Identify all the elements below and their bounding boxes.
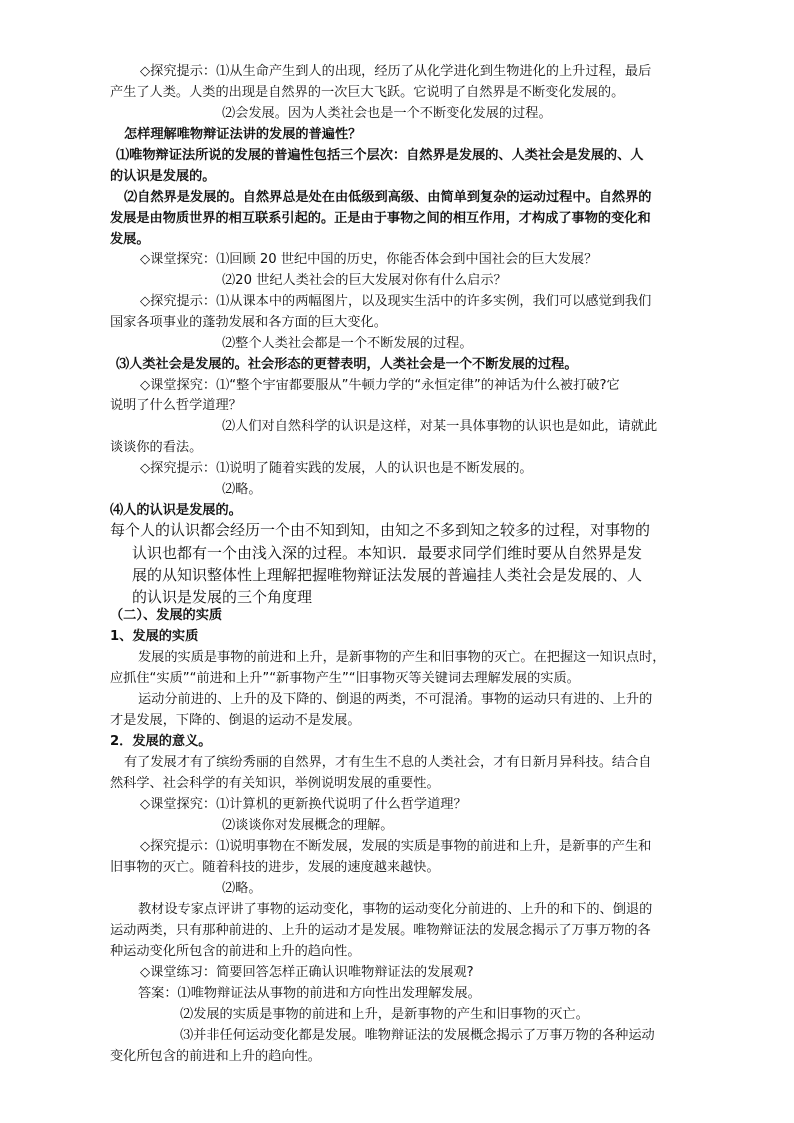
text-line: ◇课堂练习：简要回答怎样正确认识唯物辩证法的发展观?: [140, 965, 474, 980]
text-line: ⑵谈谈你对发展概念的理解。: [222, 818, 394, 833]
text-line: 有了发展才有了缤纷秀丽的自然界，才有生生不息的人类社会，才有日新月异科技。结合自: [124, 755, 652, 770]
text-line: ◇探究提示：⑴说明事物在不断发展，发展的实质是事物的前进和上升，是新事的产生和: [140, 839, 652, 854]
text-line: 说明了什么哲学道理？: [110, 398, 242, 413]
text-line: ⑵整个人类社会都是一个不断发展的过程。: [222, 336, 473, 351]
text-line: 才是发展，下降的、倒退的运动不是发展。: [110, 713, 361, 728]
section-question: 怎样理解唯物辩证法讲的发展的普遍性？: [124, 127, 362, 142]
text-line: 然科学、社会科学的有关知识，举例说明发展的重要性。: [110, 776, 440, 791]
text-line: 应抓住“实质”“前进和上升”“新事物产生”“旧事物灭等关键词去理解发展的实质。: [110, 671, 580, 686]
text-line: ⑷人的认识是发展的。: [110, 503, 242, 518]
text-line: 运动分前进的、上升的及下降的、倒退的两类，不可混淆。事物的运动只有进的、上升的: [138, 692, 653, 707]
text-line: ⑵略。: [222, 482, 262, 497]
text-line: ⑶并非任何运动变化都是发展。唯物辩证法的发展概念揭示了万事万物的各种运动: [180, 1028, 655, 1043]
text-line: 的认识是发展的。: [110, 169, 216, 184]
text-line: ◇课堂探究：⑴“整个宇宙都要服从”牛顿力学的“永恒定律”的神话为什么被打破?它: [140, 378, 620, 393]
text-line: 谈谈你的看法。: [110, 440, 203, 455]
text-line: ⑵20 世纪人类社会的巨大发展对你有什么启示？: [222, 273, 507, 288]
text-line: 展的从知识整体性上理解把握唯物辩证法发展的普遍挂人类社会是发展的、人: [132, 566, 643, 584]
text-line: ◇课堂探究：⑴计算机的更新换代说明了什么哲学道理？: [140, 797, 467, 812]
section-heading: （二）、发展的实质: [110, 608, 223, 623]
text-line: ⑶人类社会是发展的。社会形态的更替表明，人类社会是一个不断发展的过程。: [116, 357, 578, 372]
subsection-heading: 2．发展的意义。: [110, 734, 212, 749]
subsection-heading: 1、发展的实质: [110, 629, 199, 644]
text-line: 的认识是发展的三个角度理: [132, 588, 313, 606]
text-line: 运动两类，只有那种前进的、上升的运动才是发展。唯物辩证法的发展念揭示了万事万物的各: [110, 923, 651, 938]
text-line: ⑵自然界是发展的。自然界总是处在由低级到高级、由简单到复杂的运动过程中。自然界的: [124, 190, 652, 205]
text-line: ◇探究提示：⑴说明了随着实践的发展，人的认识也是不断发展的。: [140, 461, 533, 476]
text-line: 发展是由物质世界的相互联系引起的。正是由于事物之间的相互作用，才构成了事物的变化和: [110, 211, 651, 226]
text-line: ⑴唯物辩证法所说的发展的普遍性包括三个层次：自然界是发展的、人类社会是发展的、人: [116, 148, 644, 163]
text-line: 发展的实质是事物的前进和上升，是新事物的产生和旧事物的灭亡。在把握这一知识点时，: [138, 650, 666, 665]
text-line: 每个人的认识都会经历一个由不知到知，由知之不多到知之较多的过程，对事物的: [110, 521, 651, 539]
text-line: ◇课堂探究：⑴回顾 20 世纪中国的历史，你能否体会到中国社会的巨大发展？: [140, 252, 598, 267]
text-line: 教材设专家点评讲了事物的运动变化，事物的运动变化分前进的、上升的和下的、倒退的: [138, 902, 653, 917]
text-line: ⑵略。: [222, 881, 262, 896]
text-line: 产生了人类。人类的出现是自然界的一次巨大飞跃。它说明了自然界是不断变化发展的。: [110, 85, 625, 100]
text-line: ⑵会发展。因为人类社会也是一个不断变化发展的过程。: [222, 106, 552, 121]
text-line: 变化所包含的前进和上升的趋向性。: [110, 1049, 321, 1064]
text-line: ◇探究提示：⑴从课本中的两幅图片，以及现实生活中的许多实例，我们可以感觉到我们: [140, 294, 652, 309]
text-line: 国家各项事业的蓬勃发展和各方面的巨大变化。: [110, 315, 387, 330]
text-line: 答案：⑴唯物辩证法从事物的前进和方向性出发理解发展。: [138, 986, 481, 1001]
text-line: ⑵发展的实质是事物的前进和上升，是新事物的产生和旧事物的灭亡。: [180, 1007, 589, 1022]
text-line: ◇探究提示：⑴从生命产生到人的出现，经历了从化学进化到生物进化的上升过程，最后: [140, 64, 652, 79]
text-line: 旧事物的灭亡。随着科技的进步，发展的速度越来越快。: [110, 860, 440, 875]
text-line: 种运动变化所包含的前进和上升的趋向性。: [110, 944, 361, 959]
text-line: ⑵人们对自然科学的认识是这样，对某一具体事物的认识也是如此，请就此: [222, 419, 658, 434]
text-line: 认识也都有一个由浅入深的过程。本知识．最要求同学们维时要从自然界是发: [132, 544, 643, 562]
text-line: 发展。: [110, 232, 150, 247]
